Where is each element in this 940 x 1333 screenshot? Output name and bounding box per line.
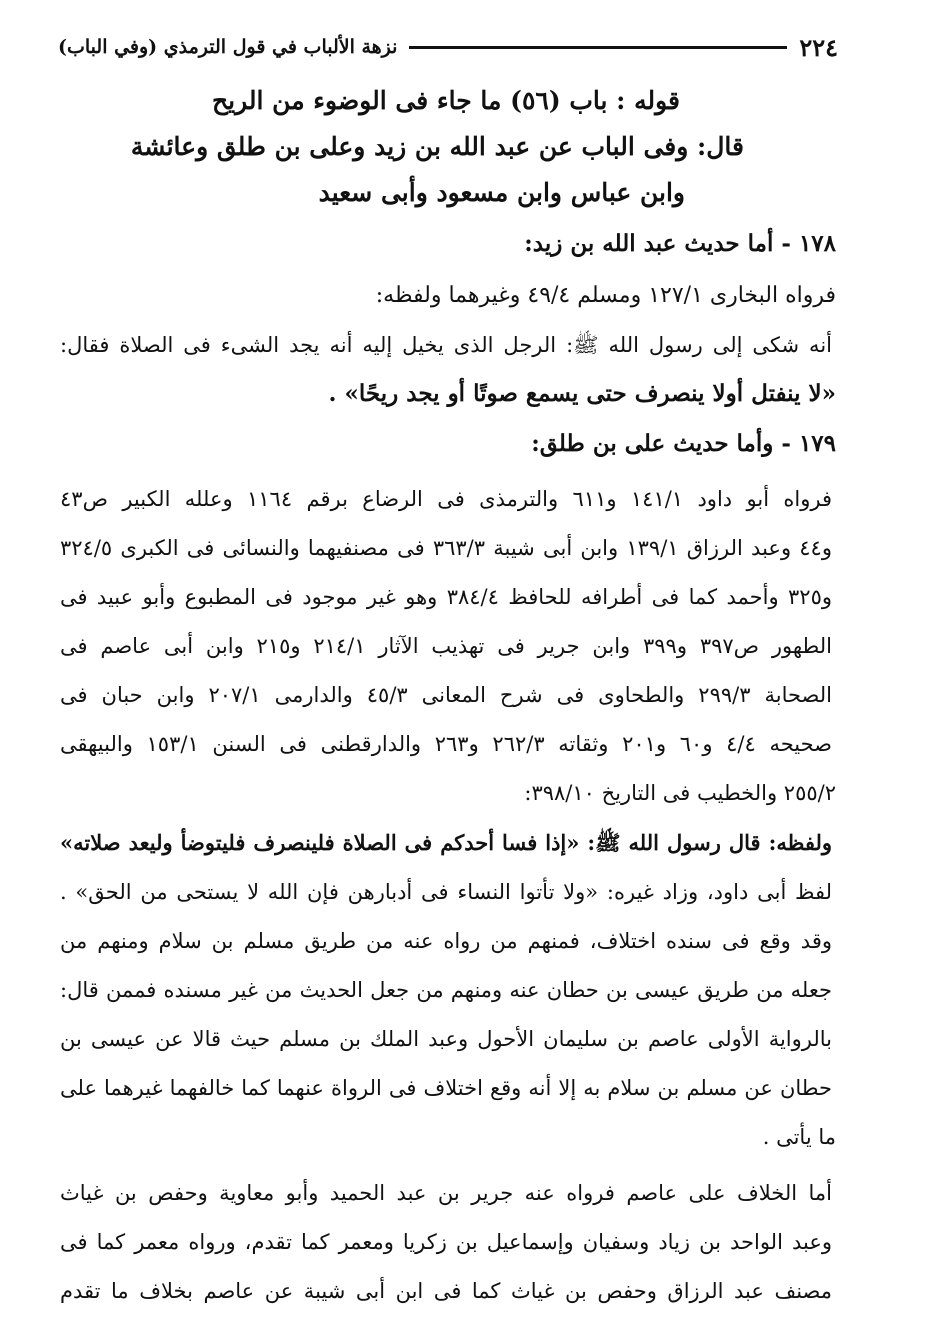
running-title: نزهة الألباب في قول الترمذي (وفي الباب)	[58, 36, 398, 58]
khilaf-line: أما الخلاف على عاصم فرواه عنه جرير بن عبد الحميد وأبو معاوية وحفص بن غياث	[60, 1181, 832, 1205]
hadith-179-heading: ١٧٩ - وأما حديث على بن طلق:	[531, 430, 836, 457]
hadith-179-line: صحيحه ٤/٤ و٦٠ و٢٠١ وثقاته ٢٦٢/٣ و٢٦٣ والدارقطنى فى السنن ١٥٣/١ والبيهقى	[60, 732, 832, 756]
discussion-line: وقد وقع فى سنده اختلاف، فمنهم من رواه عنه من طريق مسلم بن سلام ومنهم من	[60, 929, 832, 953]
discussion-line: بالرواية الأولى عاصم بن سليمان الأحول وعبد الملك بن مسلم حيث قالا عن عيسى بن	[60, 1027, 832, 1051]
hadith-179-line: الصحابة ٢٩٩/٣ والطحاوى فى شرح المعانى ٤٥/٣ والدارمى ٢٠٧/١ وابن حبان فى	[60, 683, 832, 707]
said-line-2: وابن عباس وابن مسعود وأبى سعيد	[318, 178, 685, 207]
khilaf-line: وعبد الواحد بن زياد وسفيان وإسماعيل بن زكريا ومعمر كما تقدم، ورواه معمر كما فى	[60, 1230, 832, 1254]
hadith-178-heading: ١٧٨ - أما حديث عبد الله بن زيد:	[524, 230, 836, 257]
header-rule	[409, 46, 787, 49]
hadith-179-line: الطهور ص٣٩٧ و٣٩٩ وابن جرير فى تهذيب الآثار ٢١٤/١ و٢١٥ وابن أبى عاصم فى	[60, 634, 832, 658]
hadith-179-line: ٢٥٥/٢ والخطيب فى التاريخ ٣٩٨/١٠:	[524, 781, 836, 805]
page-header	[58, 30, 838, 64]
hadith-179-line: و٣٢٥ وأحمد كما فى أطرافه للحافظ ٣٨٤/٤ وهو غير موجود فى المطبوع وأبو عبيد فى	[60, 585, 832, 609]
discussion-line: ما يأتى .	[762, 1125, 836, 1149]
hadith-179-line: فرواه أبو داود ١٤١/١ و٦١١ والترمذى فى الرضاع برقم ١١٦٤ وعلله الكبير ص٤٣	[60, 487, 832, 511]
chapter-heading: قوله : باب (٥٦) ما جاء فى الوضوء من الريح	[212, 86, 680, 115]
page-number: ٢٢٤	[799, 32, 838, 62]
discussion-line: جعله من طريق عيسى بن حطان عنه ومنهم من جعل الحديث من غير مسنده فممن قال:	[60, 978, 832, 1002]
hadith-179-wording-2: لفظ أبى داود، وزاد غيره: «ولا تأتوا النساء فى أدبارهن فإن الله لا يستحى من الحق» .	[60, 880, 832, 904]
discussion-line: حطان عن مسلم بن سلام به إلا أنه وقع اختلاف فى الرواة عنهما كما خالفهما غيرهما على	[60, 1076, 832, 1100]
hadith-178-text-2: «لا ينفتل أولا ينصرف حتى يسمع صوتًا أو يجد ريحًا» .	[328, 380, 836, 407]
hadith-179-wording-1: ولفظه: قال رسول الله ﷺ: «إذا فسا أحدكم فى الصلاة فلينصرف فليتوضأ وليعد صلاته»	[60, 830, 832, 855]
said-line-1: قال: وفى الباب عن عبد الله بن زيد وعلى بن طلق وعائشة	[130, 132, 744, 161]
hadith-178-source: فرواه البخارى ١٢٧/١ ومسلم ٤٩/٤ وغيرهما ولفظه:	[375, 283, 836, 308]
hadith-178-text-1: أنه شكى إلى رسول الله ﷺ: الرجل الذى يخيل إليه أنه يجد الشىء فى الصلاة فقال:	[60, 333, 832, 357]
khilaf-line: مصنف عبد الرزاق وحفص بن غياث كما فى ابن أبى شيبة عن عاصم بخلاف ما تقدم	[60, 1279, 832, 1303]
hadith-179-line: و٤٤ وعبد الرزاق ١٣٩/١ وابن أبى شيبة ٣٦٣/٣ فى مصنفيهما والنسائى فى الكبرى ٣٢٤/٥	[60, 536, 832, 560]
